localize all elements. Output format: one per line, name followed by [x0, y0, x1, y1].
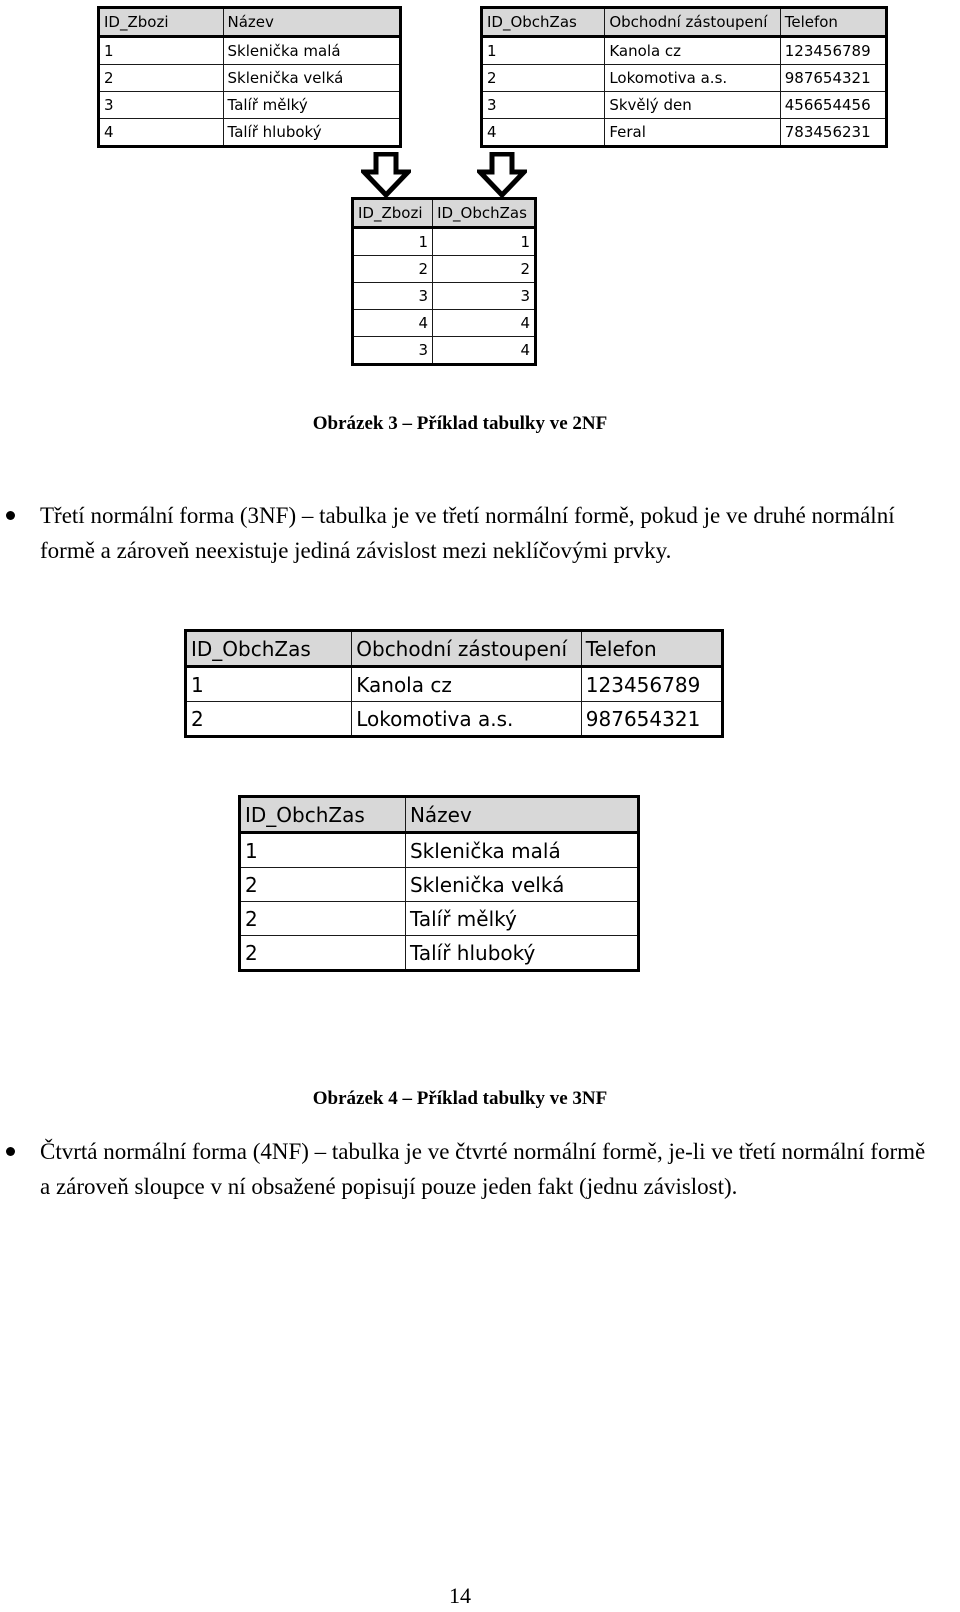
- column-header: ID_ObchZas: [240, 797, 406, 833]
- table-cell: 2: [353, 256, 433, 283]
- table-cell: 4: [433, 310, 536, 337]
- table-cell: 2: [240, 936, 406, 971]
- table-row: [186, 702, 723, 737]
- table-row: [482, 37, 887, 65]
- table-row: [240, 902, 639, 936]
- table-cell: Lokomotiva a.s.: [352, 702, 582, 737]
- table-cell: Sklenička malá: [223, 37, 400, 65]
- table-reps-3nf: [184, 629, 724, 738]
- table-cell: 123456789: [780, 37, 886, 65]
- figure-caption: Obrázek 4 – Příklad tabulky ve 3NF: [312, 1088, 608, 1109]
- table-row: [99, 119, 401, 147]
- table-goods-3nf: [238, 795, 640, 972]
- table-row: [186, 667, 723, 702]
- column-header: Telefon: [780, 8, 886, 37]
- table-cell: 2: [99, 65, 224, 92]
- table-row: [353, 228, 536, 256]
- table-cell: 3: [353, 337, 433, 365]
- table-cell: Skvělý den: [605, 92, 780, 119]
- column-header: Název: [405, 797, 638, 833]
- table-cell: 3: [482, 92, 605, 119]
- table-cell: Kanola cz: [605, 37, 780, 65]
- table-row: [240, 833, 639, 868]
- column-header: Obchodní zástoupení: [605, 8, 780, 37]
- table-cell: 1: [240, 833, 406, 868]
- table-cell: 123456789: [581, 667, 722, 702]
- table-row: [353, 337, 536, 365]
- table-cell: 987654321: [780, 65, 886, 92]
- table-cell: Talíř mělký: [405, 902, 638, 936]
- table-cell: 3: [99, 92, 224, 119]
- column-header: Telefon: [581, 631, 722, 667]
- table-cell: 2: [240, 868, 406, 902]
- table-cell: Kanola cz: [352, 667, 582, 702]
- table-cell: 1: [482, 37, 605, 65]
- table-link-2nf: [351, 197, 537, 366]
- column-header: Název: [223, 8, 400, 37]
- table-cell: Talíř hluboký: [405, 936, 638, 971]
- table-cell: 2: [482, 65, 605, 92]
- table-cell: 2: [186, 702, 352, 737]
- column-header: ID_Zbozi: [353, 199, 433, 228]
- column-header: ID_ObchZas: [186, 631, 352, 667]
- table-cell: Feral: [605, 119, 780, 147]
- column-header: Obchodní zástoupení: [352, 631, 582, 667]
- table-cell: 4: [353, 310, 433, 337]
- paragraph-4nf: Čtvrtá normální forma (4NF) – tabulka je ve čtvrté normální formě, je-li ve třetí normální formě a zároveň sloupce v ní obsažené popisují pouze jeden fakt (jednu závislost).: [40, 1139, 926, 1199]
- table-cell: 1: [433, 228, 536, 256]
- table-row: [353, 310, 536, 337]
- table-cell: Lokomotiva a.s.: [605, 65, 780, 92]
- table-row: [240, 868, 639, 902]
- table-cell: Talíř hluboký: [223, 119, 400, 147]
- column-header: ID_Zbozi: [99, 8, 224, 37]
- table-cell: 3: [433, 283, 536, 310]
- table-row: [99, 92, 401, 119]
- table-header-row: [353, 199, 536, 228]
- arrow-down-icon: [477, 152, 527, 198]
- table-row: [99, 37, 401, 65]
- table-row: [353, 283, 536, 310]
- column-header: ID_ObchZas: [482, 8, 605, 37]
- arrow-down-icon: [361, 152, 411, 198]
- table-cell: 987654321: [581, 702, 722, 737]
- table-reps-2nf: [480, 6, 888, 148]
- table-row: [482, 119, 887, 147]
- table-cell: 1: [186, 667, 352, 702]
- table-cell: Sklenička malá: [405, 833, 638, 868]
- table-header-row: [99, 8, 401, 37]
- table-header-row: [186, 631, 723, 667]
- table-row: [99, 65, 401, 92]
- table-cell: 456654456: [780, 92, 886, 119]
- table-row: [482, 65, 887, 92]
- figure-caption: Obrázek 3 – Příklad tabulky ve 2NF: [312, 413, 608, 434]
- table-cell: Sklenička velká: [223, 65, 400, 92]
- paragraph-3nf: Třetí normální forma (3NF) – tabulka je ve třetí normální formě, pokud je ve druhé normální formě a zároveň neexistuje jediná závislost mezi neklíčovými prvky.: [40, 503, 895, 563]
- table-cell: 4: [433, 337, 536, 365]
- table-row: [353, 256, 536, 283]
- table-cell: 4: [482, 119, 605, 147]
- table-cell: 4: [99, 119, 224, 147]
- table-cell: 1: [99, 37, 224, 65]
- table-goods-2nf: [97, 6, 402, 148]
- table-row: [240, 936, 639, 971]
- table-row: [482, 92, 887, 119]
- bullet-icon: [6, 511, 15, 520]
- table-cell: 3: [353, 283, 433, 310]
- table-header-row: [240, 797, 639, 833]
- bullet-icon: [6, 1147, 15, 1156]
- column-header: ID_ObchZas: [433, 199, 536, 228]
- table-cell: Sklenička velká: [405, 868, 638, 902]
- table-cell: 2: [433, 256, 536, 283]
- table-cell: 783456231: [780, 119, 886, 147]
- table-header-row: [482, 8, 887, 37]
- table-cell: 2: [240, 902, 406, 936]
- table-cell: Talíř mělký: [223, 92, 400, 119]
- table-cell: 1: [353, 228, 433, 256]
- page-number: 14: [449, 1583, 471, 1608]
